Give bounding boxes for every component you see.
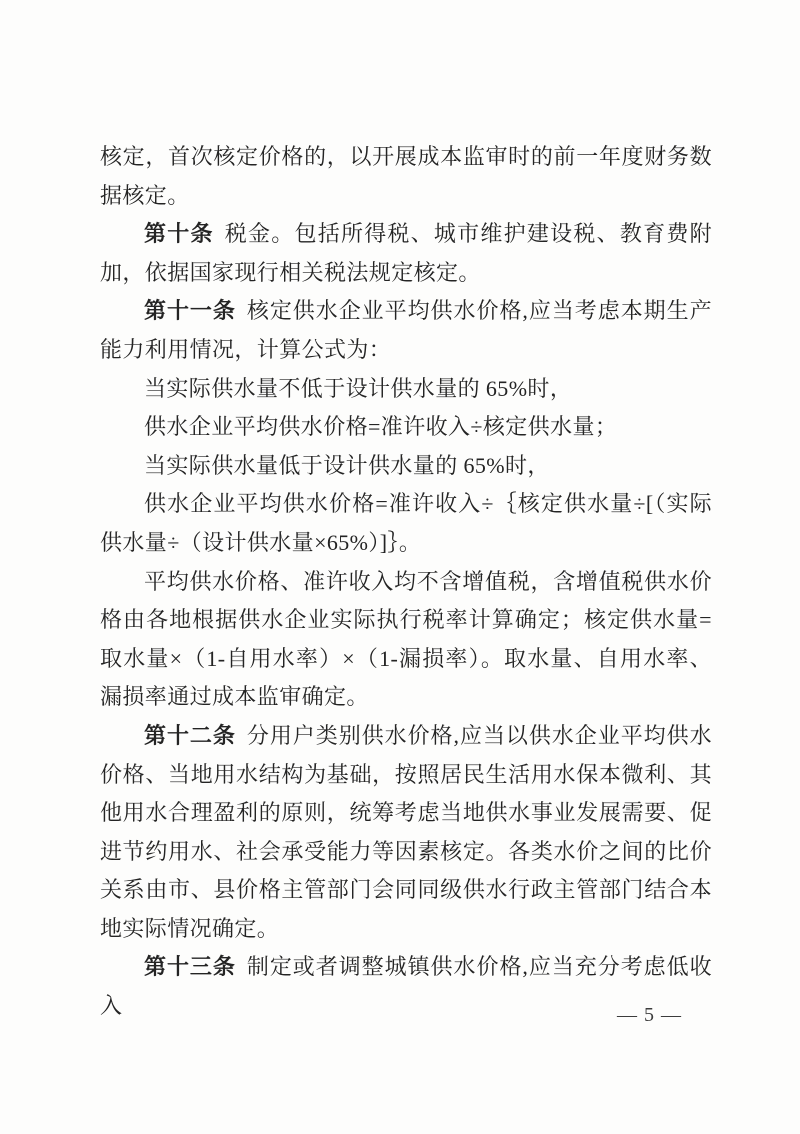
paragraph — [100, 447, 712, 486]
document-body — [100, 138, 712, 1026]
article-number: 第十条 — [144, 221, 214, 247]
paragraph-text: 核定供水企业平均供水价格,应当考虑本期生产能力利用情况，计算公式为： — [100, 298, 712, 362]
paragraph — [100, 370, 712, 409]
paragraph-text: 核定，首次核定价格的，以开展成本监审时的前一年度财务数据核定。 — [100, 144, 712, 208]
paragraph-text: 供水企业平均供水价格=准许收入÷｛核定供水量÷[（实际供水量÷（设计供水量×65%）]｝。 — [100, 491, 712, 555]
paragraph-text: 当实际供水量不低于设计供水量的 65%时， — [144, 375, 573, 401]
paragraph-text: 供水企业平均供水价格=准许收入÷核定供水量； — [144, 414, 618, 440]
paragraph — [100, 717, 712, 949]
article-number: 第十三条 — [144, 954, 236, 980]
article-number: 第十二条 — [144, 722, 236, 748]
paragraph-text: 平均供水价格、准许收入均不含增值税，含增值税供水价格由各地根据供水企业实际执行税率计算确定；核定供水量=取水量×（1-自用水率）×（1-漏损率）。取水量、自用水率、漏损率通过成本监审确定。 — [100, 568, 712, 710]
paragraph — [100, 138, 712, 215]
paragraph — [100, 485, 712, 562]
paragraph-text: 分用户类别供水价格,应当以供水企业平均供水价格、当地用水结构为基础，按照居民生活用水保本微利、其他用水合理盈利的原则，统筹考虑当地供水事业发展需要、促进节约用水、社会承受能力等因素核定。各类水价之间的比价关系由市、县价格主管部门会同同级供水行政主管部门结合本地实际情况确定。 — [100, 722, 712, 941]
article-number: 第十一条 — [144, 298, 236, 324]
paragraph — [100, 408, 712, 447]
paragraph-text: 当实际供水量低于设计供水量的 65%时， — [144, 452, 550, 478]
paragraph — [100, 563, 712, 717]
paragraph — [100, 292, 712, 369]
page-number: — 5 — — [617, 1004, 682, 1026]
paragraph-text: 制定或者调整城镇供水价格,应当充分考虑低收入 — [100, 954, 712, 1019]
paragraph — [100, 215, 712, 292]
paragraph-text: 税金。包括所得税、城市维护建设税、教育费附加，依据国家现行相关税法规定核定。 — [100, 221, 712, 285]
